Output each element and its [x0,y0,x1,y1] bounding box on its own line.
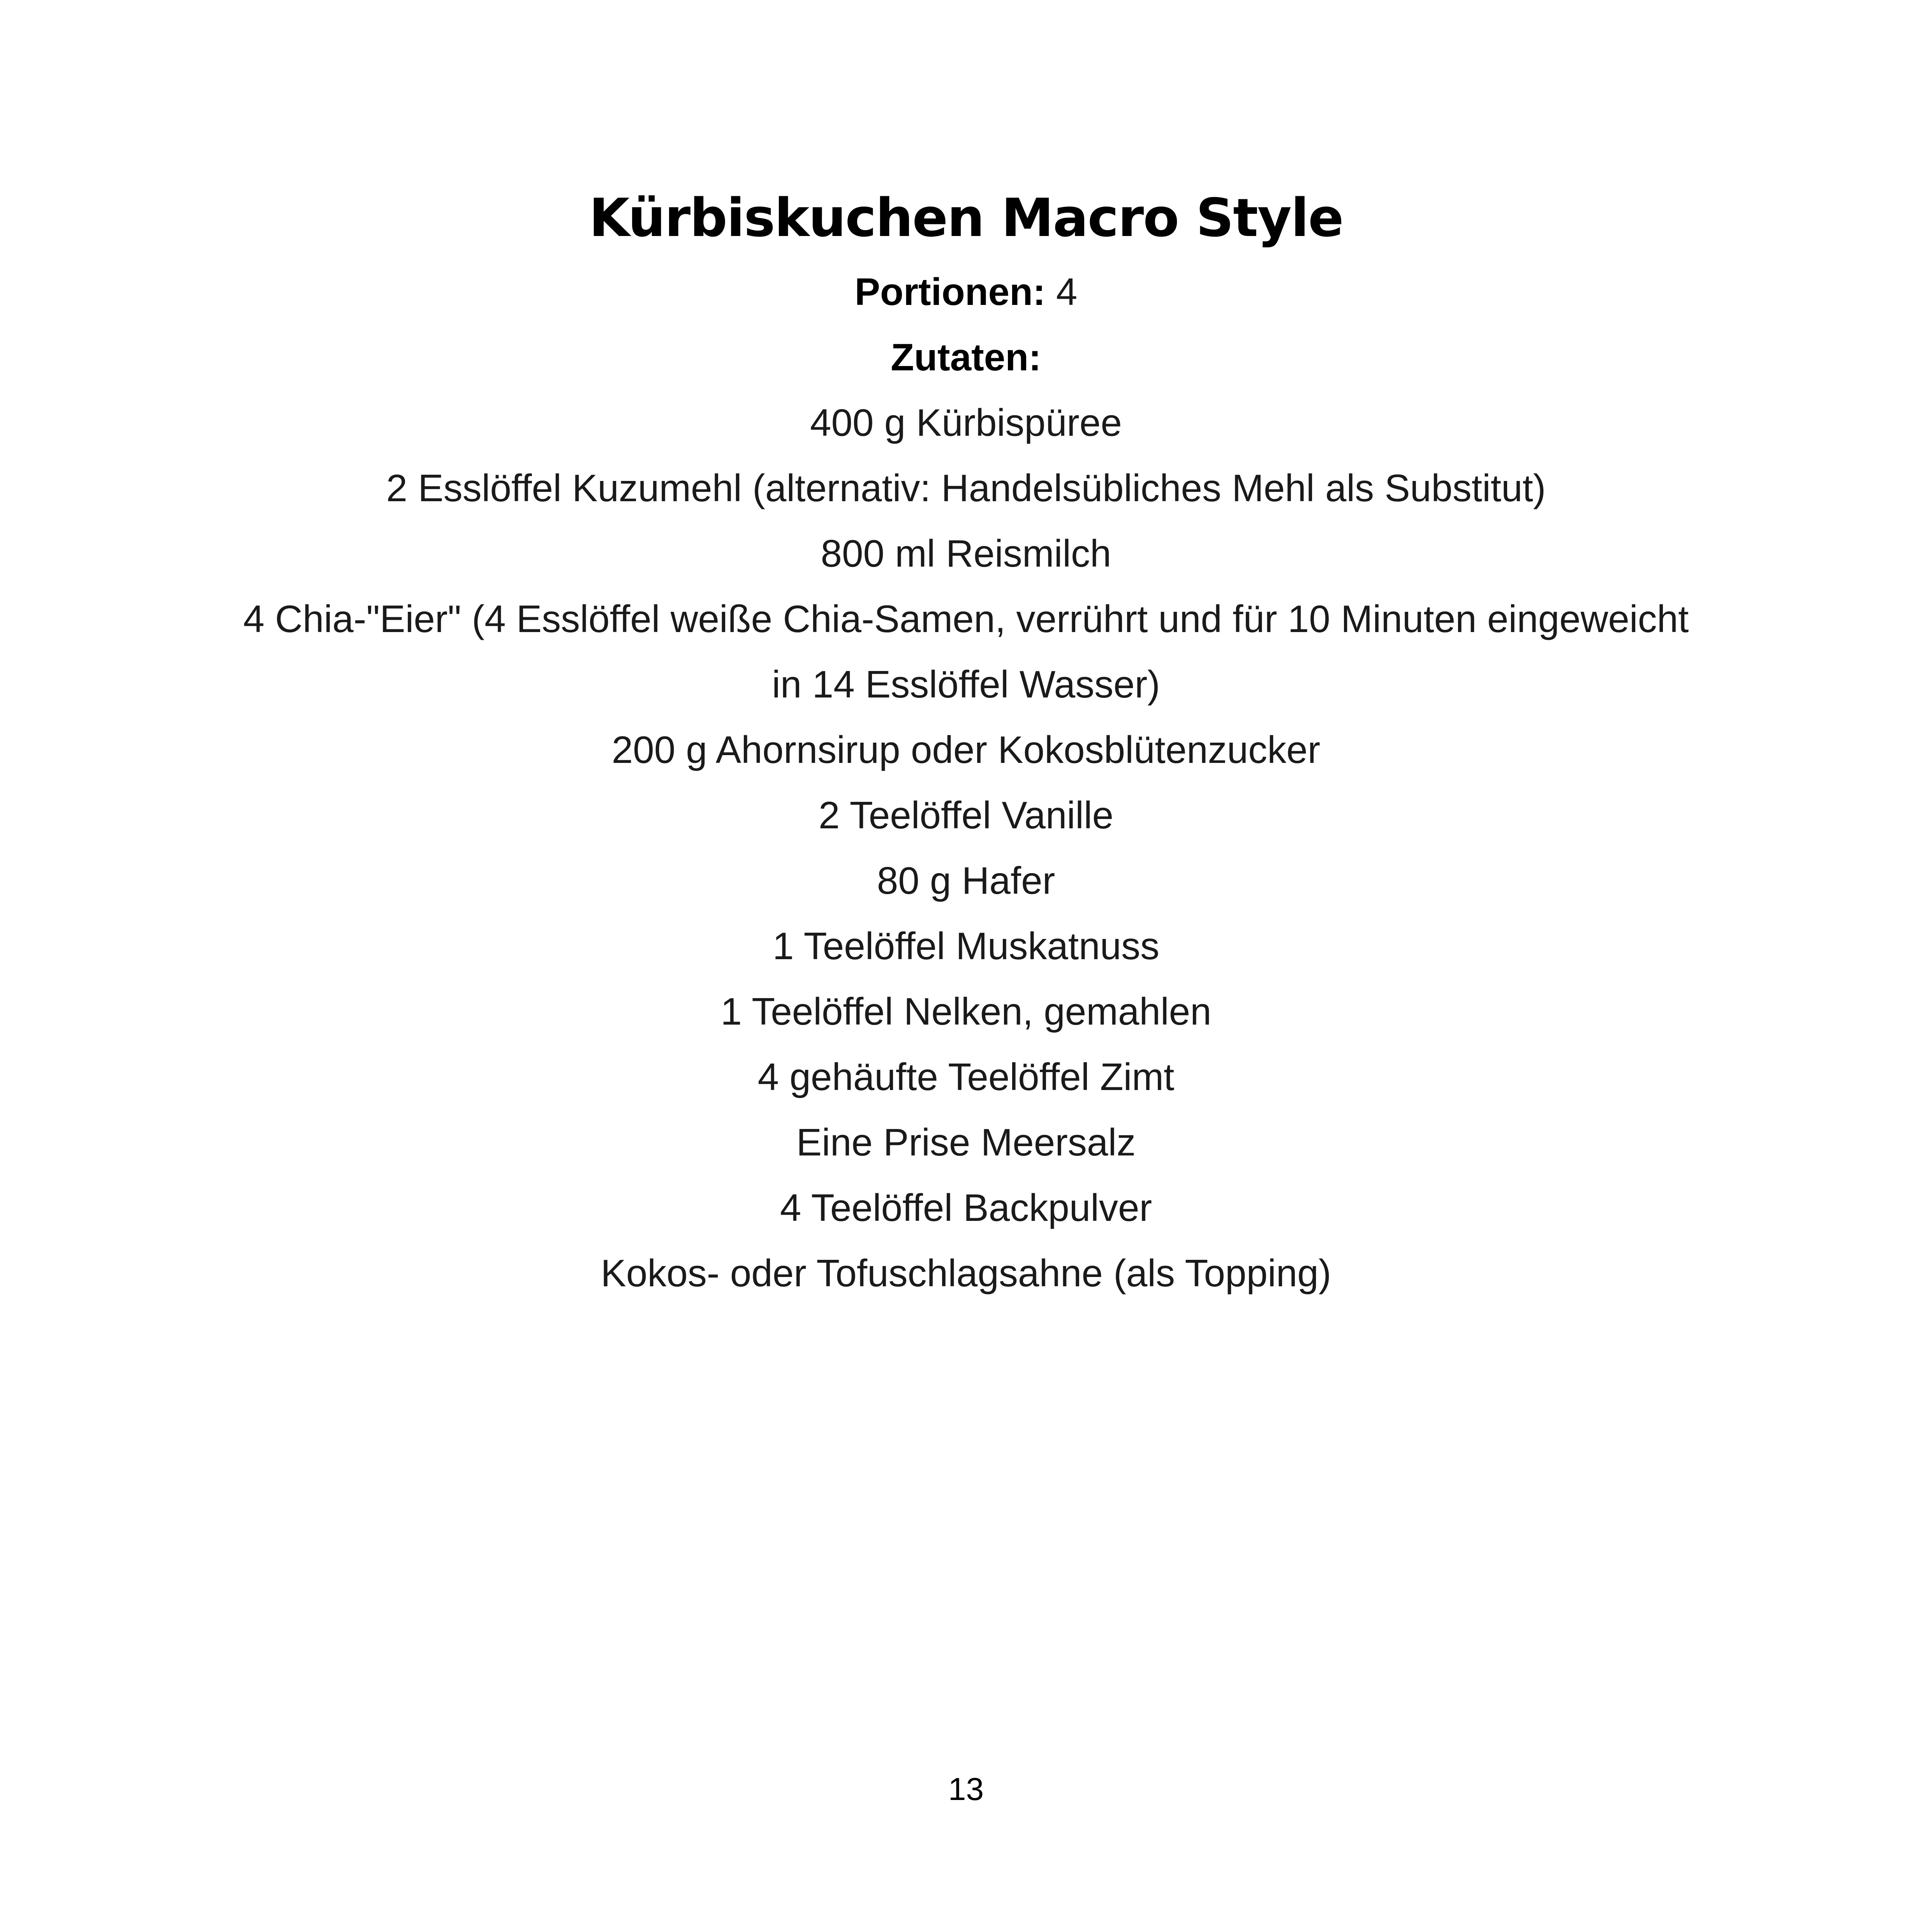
ingredient-list [0,390,1932,1306]
ingredient-item: 4 gehäufte Teelöffel Zimt [757,1055,1175,1098]
ingredient-item: 800 ml Reismilch [821,532,1111,575]
ingredient-item: 4 Teelöffel Backpulver [780,1186,1152,1229]
ingredient-item: 200 g Ahornsirup oder Kokosblütenzucker [611,728,1321,771]
ingredient-item: 1 Teelöffel Nelken, gemahlen [720,990,1212,1033]
ingredient-item: Eine Prise Meersalz [796,1121,1136,1164]
recipe-title: Kürbiskuchen Macro Style [589,187,1343,248]
servings-line [0,259,1932,324]
ingredient-item: 400 g Kürbispüree [810,401,1122,444]
servings-label: Portionen: [854,270,1046,313]
ingredient-item: 2 Esslöffel Kuzumehl (alternativ: Handelsübliches Mehl als Substitut) [386,467,1546,509]
page-number: 13 [948,1772,984,1807]
ingredient-item: 1 Teelöffel Muskatnuss [772,925,1160,967]
ingredient-item: 80 g Hafer [877,859,1055,902]
ingredient-item-continuation: in 14 Esslöffel Wasser) [772,663,1160,706]
ingredient-item: Kokos- oder Tofuschlagsahne (als Topping) [601,1252,1331,1294]
servings-value: 4 [1056,270,1078,313]
ingredients-heading: Zutaten: [891,336,1041,379]
ingredient-item: 2 Teelöffel Vanille [818,794,1114,837]
recipe-content [0,259,1932,1306]
ingredient-item: 4 Chia-"Eier" (4 Esslöffel weiße Chia-Samen, verrührt und für 10 Minuten eingeweicht [243,597,1689,640]
